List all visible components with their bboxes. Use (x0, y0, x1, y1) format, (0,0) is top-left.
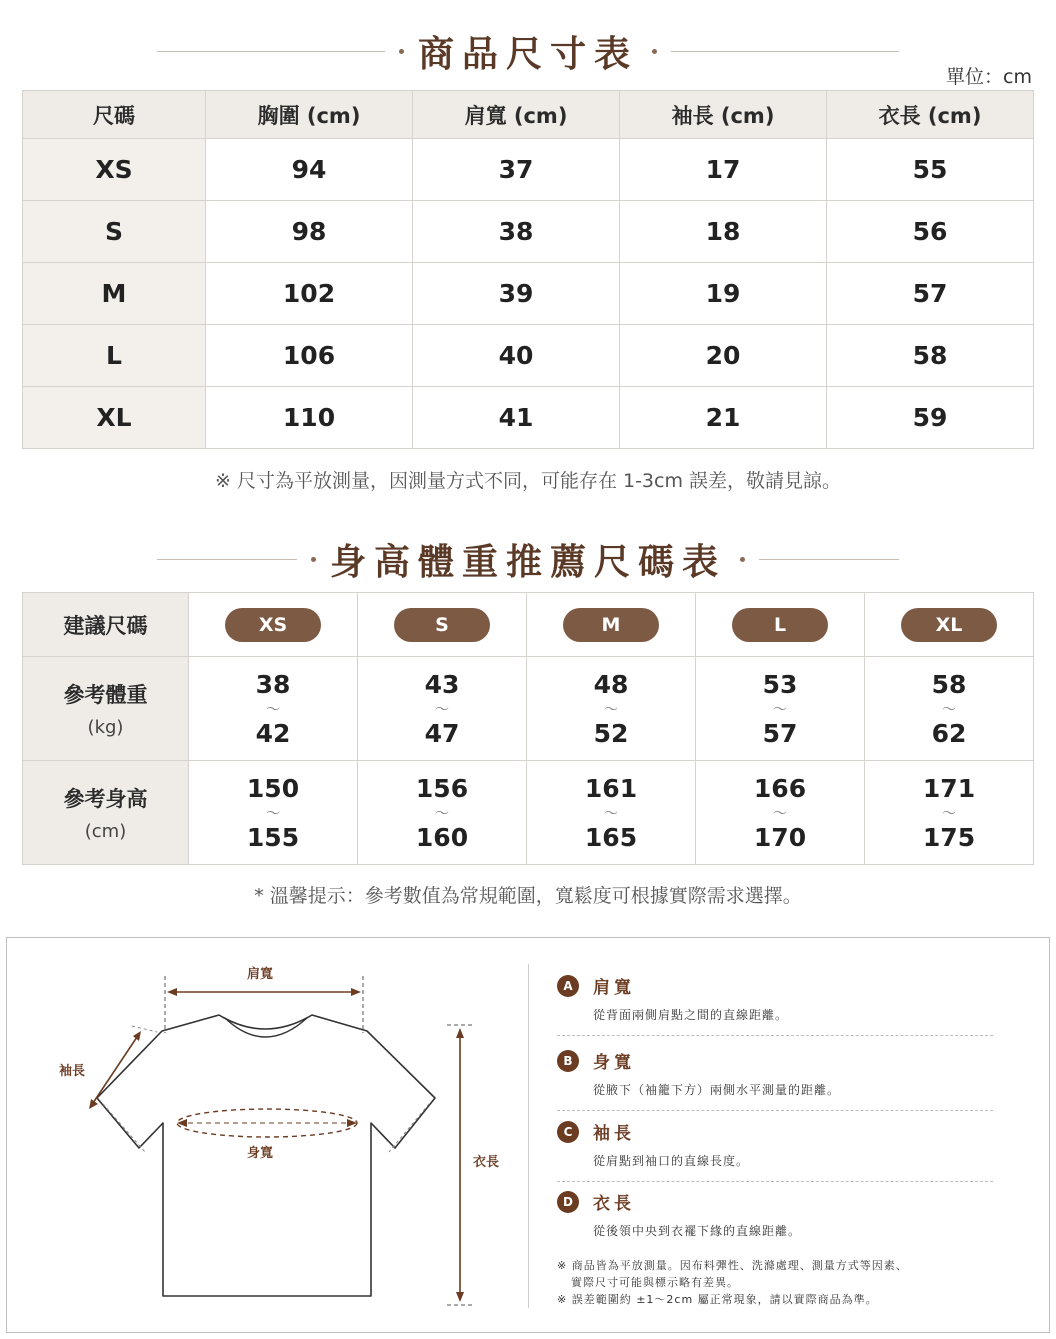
weight-cell: 58 ～ 62 (865, 657, 1034, 761)
weight-row (23, 657, 1034, 761)
weight-cell: 48 ～ 52 (527, 657, 696, 761)
chest-cell: 110 (206, 387, 413, 449)
recommend-chart-title: 身高體重推薦尺碼表 (329, 541, 726, 583)
table-row (23, 139, 1034, 201)
shoulder-cell: 40 (413, 325, 620, 387)
height-label: 參考身高 (63, 787, 148, 811)
footnote: ※ 誤差範圍約 ±1～2cm 屬正常現象，請以實際商品為準。 (557, 1293, 878, 1306)
header-size: 尺碼 (23, 91, 206, 139)
sleeve-cell: 17 (620, 139, 827, 201)
measurement-item-chest (557, 1048, 993, 1111)
chest-cell: 98 (206, 201, 413, 263)
size-cell: XS (23, 139, 206, 201)
sleeve-cell: 19 (620, 263, 827, 325)
size-cell (696, 593, 865, 657)
measurement-item-sleeve (557, 1119, 993, 1182)
shoulder-cell: 37 (413, 139, 620, 201)
measurement-item-length (557, 1189, 993, 1239)
length-cell: 59 (827, 387, 1034, 449)
size-cell (865, 593, 1034, 657)
measurement-title: 衣長 (593, 1194, 635, 1214)
shoulder-cell: 39 (413, 263, 620, 325)
size-row-label: 建議尺碼 (23, 593, 189, 657)
height-cell: 161 ～ 165 (527, 761, 696, 865)
height-unit: (cm) (84, 821, 127, 842)
size-row (23, 593, 1034, 657)
weight-cell: 38 ～ 42 (189, 657, 358, 761)
measurement-title: 袖長 (593, 1124, 635, 1144)
size-cell: M (23, 263, 206, 325)
measurement-note: ※ 尺寸為平放測量，因測量方式不同，可能存在 1-3cm 誤差，敬請見諒。 (214, 470, 842, 492)
header-chest: 胸圍 (cm) (206, 91, 413, 139)
header-sleeve: 袖長 (cm) (620, 91, 827, 139)
height-row-label (23, 761, 189, 865)
sleeve-cell: 18 (620, 201, 827, 263)
weight-label: 參考體重 (63, 683, 148, 707)
measurement-desc: 從腋下（袖籠下方）兩側水平測量的距離。 (593, 1083, 841, 1097)
height-cell: 171 ～ 175 (865, 761, 1034, 865)
length-cell: 55 (827, 139, 1034, 201)
shoulder-cell: 38 (413, 201, 620, 263)
height-cell: 156 ～ 160 (358, 761, 527, 865)
badge-a: A (557, 975, 579, 997)
size-table-header (23, 91, 1034, 139)
header-shoulder: 肩寬 (cm) (413, 91, 620, 139)
length-cell: 58 (827, 325, 1034, 387)
size-pill: S (394, 608, 490, 642)
shoulder-label: 肩寬 (247, 967, 274, 982)
table-row (23, 325, 1034, 387)
sleeve-cell: 20 (620, 325, 827, 387)
title-line-left (157, 51, 385, 52)
title-line-right (759, 559, 899, 560)
length-cell: 56 (827, 201, 1034, 263)
footnote: 實際尺寸可能與標示略有差異。 (571, 1276, 739, 1289)
height-cell: 166 ～ 170 (696, 761, 865, 865)
chest-cell: 106 (206, 325, 413, 387)
separator (557, 1181, 993, 1182)
badge-d: D (557, 1191, 579, 1213)
separator (557, 1035, 993, 1036)
unit-label: 單位：cm (946, 66, 1032, 88)
shoulder-cell: 41 (413, 387, 620, 449)
header-length: 衣長 (cm) (827, 91, 1034, 139)
separator (557, 1110, 993, 1111)
title-line-left (157, 559, 297, 560)
title-dot (740, 557, 745, 562)
weight-unit: (kg) (87, 717, 124, 738)
recommend-note: * 溫馨提示：參考數值為常規範圍，寬鬆度可根據實際需求選擇。 (254, 885, 802, 907)
size-cell (527, 593, 696, 657)
size-cell (358, 593, 527, 657)
divider (528, 964, 529, 1308)
size-cell: L (23, 325, 206, 387)
measurement-item-shoulder (557, 973, 993, 1036)
chest-label: 身寬 (247, 1146, 274, 1161)
measurement-title: 肩寬 (593, 978, 635, 998)
title-dot (399, 49, 404, 54)
chest-cell: 102 (206, 263, 413, 325)
weight-cell: 53 ～ 57 (696, 657, 865, 761)
recommend-table (22, 592, 1034, 865)
size-chart-title: 商品尺寸表 (417, 33, 638, 75)
measurement-title: 身寬 (593, 1053, 635, 1073)
height-row (23, 761, 1034, 865)
table-row (23, 387, 1034, 449)
weight-cell: 43 ～ 47 (358, 657, 527, 761)
title-dot (311, 557, 316, 562)
badge-c: C (557, 1121, 579, 1143)
length-label: 衣長 (473, 1155, 500, 1170)
size-pill: XL (901, 608, 997, 642)
title-line-right (671, 51, 899, 52)
measurement-guide (6, 937, 1050, 1333)
measurement-desc: 從後領中央到衣襬下緣的直線距離。 (593, 1224, 802, 1238)
size-cell: XL (23, 387, 206, 449)
height-cell: 150 ～ 155 (189, 761, 358, 865)
measurement-desc: 從背面兩側肩點之間的直線距離。 (593, 1008, 789, 1022)
size-cell (189, 593, 358, 657)
size-cell: S (23, 201, 206, 263)
table-row (23, 201, 1034, 263)
footnote: ※ 商品皆為平放測量。因布料彈性、洗滌處理、測量方式等因素、 (557, 1259, 908, 1272)
measurement-desc: 從肩點到袖口的直線長度。 (593, 1154, 750, 1168)
size-pill: L (732, 608, 828, 642)
title-dot (652, 49, 657, 54)
sleeve-label: 袖長 (59, 1064, 86, 1079)
tshirt-diagram (7, 938, 527, 1334)
size-table (22, 90, 1034, 449)
size-chart-title-bar (0, 26, 1056, 77)
size-pill: M (563, 608, 659, 642)
length-cell: 57 (827, 263, 1034, 325)
table-row (23, 263, 1034, 325)
recommend-chart-title-bar (0, 534, 1056, 585)
chest-cell: 94 (206, 139, 413, 201)
weight-row-label (23, 657, 189, 761)
sleeve-cell: 21 (620, 387, 827, 449)
size-pill: XS (225, 608, 321, 642)
badge-b: B (557, 1050, 579, 1072)
